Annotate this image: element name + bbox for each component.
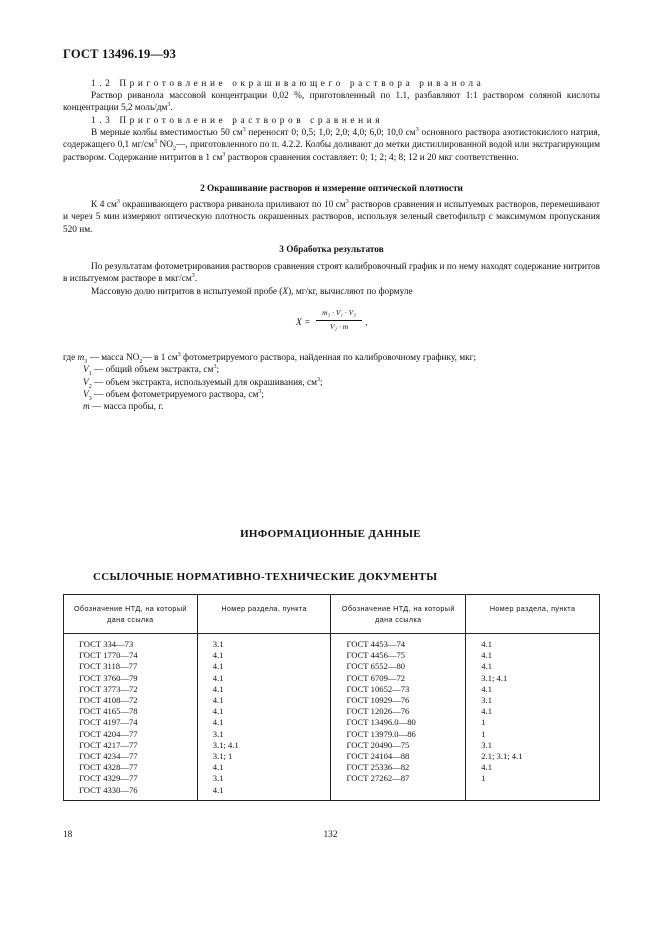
table-cell-doc: ГОСТ 4197—74 (79, 717, 138, 728)
left-points-column (197, 634, 331, 801)
table-cell-point: 1 (481, 717, 486, 728)
formula-comma: , (365, 318, 368, 328)
table-cell-doc: ГОСТ 4328—77 (79, 762, 138, 773)
table-cell-doc: ГОСТ 25336—82 (346, 762, 410, 773)
table-body-row (64, 634, 600, 801)
table-cell-point: 3.1 (212, 639, 224, 649)
formula-lhs: X = (296, 318, 311, 328)
formula (296, 308, 386, 337)
right-points-column (466, 634, 600, 801)
table-cell-point: 4.1 (481, 661, 492, 672)
table-cell-doc: ГОСТ 4453—74 (346, 639, 406, 649)
table-cell-doc: ГОСТ 27262—87 (346, 773, 410, 784)
table-header-row (64, 595, 600, 634)
info-title: ИНФОРМАЦИОННЫЕ ДАННЫЕ (240, 528, 421, 540)
section-3-paragraph-1: По результатам фотометрирования растворов сравнения строят калибровочный график и по нему находят содержание нитритов в испытуемом растворе в мкг/$см^3$. (63, 262, 600, 285)
where-line-3: $V_2$ — объем экстракта, используемый для окрашивания, $см^3$; (83, 376, 323, 390)
table-cell-doc: ГОСТ 6709—72 (346, 672, 406, 683)
table-cell-point: 3.1 (212, 773, 224, 784)
table-cell-point: 3.1; 1 (212, 751, 233, 762)
table-cell-doc: ГОСТ 1770—74 (79, 650, 138, 661)
table-cell-point: 1 (481, 728, 486, 739)
table-cell-doc: ГОСТ 334—73 (79, 639, 134, 649)
table-cell-doc: ГОСТ 3760—79 (79, 672, 138, 683)
table-cell-doc: ГОСТ 4165—78 (79, 706, 138, 717)
table-cell-point: 4.1 (212, 683, 224, 694)
references-table (63, 594, 600, 801)
table-cell-point: 3.1 (481, 695, 492, 706)
section-2-heading: 2 Окрашивание растворов и измерение оптической плотности (200, 184, 463, 194)
left-docs-column (64, 634, 198, 801)
section-1-3-text: В мерные колбы вместимостью 50 $см^3$ переносят 0; 0,5; 1,0; 2,0; 4,0; 6,0; 10,0 $см^3$ основного раствора азотистокислого натрия, содержащего 0,1 $мг/см^3$ $NO_2—$, приготовленного по п. 4.2.2. Колбы доливают до метки дистиллированной водой или экстрагирующим раствором. Содержание нитритов в 1 $см^3$ растворов сравнения составляет: 0; 1; 2; 4; 8; 12 и 20 мкг соответственно. (63, 126, 600, 163)
formula-numerator: m₃ · V₁ · V₃ (322, 308, 356, 317)
table-cell-doc: ГОСТ 13496.0—80 (346, 717, 416, 728)
where-line-4: $V_3$ — объем фотометрируемого раствора, $см^3$; (83, 388, 264, 402)
table-cell-doc: ГОСТ 4204—77 (79, 728, 138, 739)
table-cell-point: 4.1 (481, 706, 492, 717)
refs-title: ССЫЛОЧНЫЕ НОРМАТИВНО-ТЕХНИЧЕСКИЕ ДОКУМЕНТЫ (93, 571, 438, 583)
table-cell-point: 4.1 (212, 672, 224, 683)
right-docs-column (331, 634, 466, 801)
table-cell-point: 4.1 (212, 650, 224, 661)
table-cell-doc: ГОСТ 13979.0—86 (346, 728, 416, 739)
table-cell-point: 4.1 (481, 639, 492, 649)
table-cell-point: 3.1; 4.1 (212, 739, 239, 750)
table-cell-doc: ГОСТ 3118—77 (79, 661, 138, 672)
table-cell-doc: ГОСТ 24104—88 (346, 751, 410, 762)
where-line-5: m — масса пробы, г. (83, 402, 164, 412)
where-line-1: где $m_3$ — масса $NO_2—$ в 1 $см^3$ фотометрируемого раствора, найденная по калибровочному графику, мкг; (63, 351, 477, 365)
table-cell-point: 2.1; 3.1; 4.1 (481, 751, 523, 762)
table-cell-point: 3.1; 4.1 (481, 672, 508, 683)
table-cell-doc: ГОСТ 4217—77 (79, 739, 138, 750)
section-1-2-heading: 1.2 Приготовление окрашивающего раствора риванола (91, 79, 485, 89)
page-number-center: 132 (323, 830, 338, 840)
where-line-2: $V_1$ — общий объем экстракта, $см^3$; (83, 363, 220, 377)
table-cell-point: 3.1 (481, 739, 492, 750)
section-3-heading: 3 Обработка результатов (279, 245, 384, 255)
header-doc-right: Обозначение НТД, на который дана ссылка (331, 595, 466, 634)
table-cell-point: 4.1 (212, 661, 224, 672)
table-cell-point: 4.1 (481, 683, 492, 694)
table-cell-point: 4.1 (212, 784, 224, 795)
table-cell-point: 4.1 (481, 650, 492, 661)
table-cell-doc: ГОСТ 12026—76 (346, 706, 410, 717)
page-number-left: 18 (63, 830, 73, 840)
table-cell-doc: ГОСТ 4329—77 (79, 773, 138, 784)
table-cell-doc: ГОСТ 3773—72 (79, 683, 138, 694)
table-cell-point: 4.1 (212, 695, 224, 706)
table-cell-point: 1 (481, 773, 486, 784)
table-cell-point: 3.1 (212, 728, 224, 739)
table-cell-point: 4.1 (481, 762, 492, 773)
header-point-right: Номер раздела, пункта (466, 595, 600, 634)
formula-denominator: V₂ · m (329, 322, 349, 331)
table-cell-doc: ГОСТ 4330—76 (79, 784, 138, 795)
header-doc-left: Обозначение НТД, на который дана ссылка (64, 595, 198, 634)
header-point-left: Номер раздела, пункта (197, 595, 331, 634)
table-cell-doc: ГОСТ 4456—75 (346, 650, 406, 661)
table-cell-doc: ГОСТ 4108—72 (79, 695, 138, 706)
document-header: ГОСТ 13496.19—93 (63, 47, 177, 61)
section-2-text: К 4 $см^3$ окрашивающего раствора риванола приливают по 10 $см^3$ растворов сравнения и испытуемых растворов, перемешивают и через 5 мин измеряют оптическую плотность окрашенных растворов, используя зеленый светофильтр с максимумом пропускания 520 нм. (63, 198, 600, 235)
section-1-3-heading: 1.3 Приготовление растворов сравнения (91, 116, 384, 126)
table-cell-point: 4.1 (212, 706, 224, 717)
table-cell-doc: ГОСТ 10929—76 (346, 695, 410, 706)
table-cell-doc: ГОСТ 6552—80 (346, 661, 406, 672)
table-cell-doc: ГОСТ 20490—75 (346, 739, 410, 750)
table-cell-point: 4.1 (212, 717, 224, 728)
table-cell-doc: ГОСТ 10652—73 (346, 683, 410, 694)
section-3-paragraph-2: Массовую долю нитритов в испытуемой пробе (X), мг/кг, вычисляют по формуле (91, 287, 413, 297)
table-cell-point: 4.1 (212, 762, 224, 773)
section-1-2-text: Раствор риванола массовой концентрации 0,02 %, приготовленный по 1.1, разбавляют 1:1 раствором соляной кислоты концентрации 5,2 моль/$дм^3$. (63, 91, 600, 114)
formula-fraction-bar (316, 320, 362, 321)
table-cell-doc: ГОСТ 4234—77 (79, 751, 138, 762)
